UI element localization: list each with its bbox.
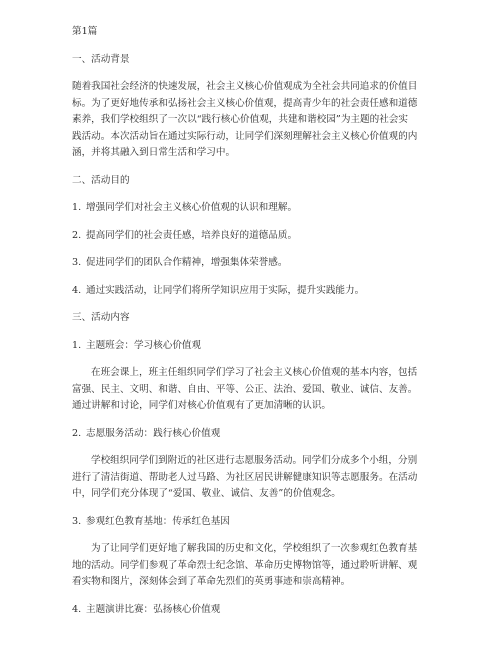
item-number: 4.	[72, 284, 82, 296]
paragraph-line: 地的活动。同学们参观了革命烈士纪念馆、革命历史博物馆等，通过聆听讲解、观	[72, 559, 418, 571]
subsection-title	[72, 338, 430, 355]
paragraph-line: 进行了清洁街道、帮助老人过马路、为社区居民讲解健康知识等志愿服务。在活动	[72, 471, 418, 483]
subsection-title-text: 参观红色教育基地：传承红色基因	[86, 515, 230, 527]
section-heading-purpose: 二、活动目的	[72, 174, 130, 186]
subsection-title-text: 主题班会：学习核心价值观	[86, 339, 202, 351]
item-text: 增强同学们对社会主义核心价值观的认识和理解。	[86, 202, 298, 213]
item-text: 提高同学们的社会责任感，培养良好的道德品质。	[86, 229, 298, 241]
paragraph-line: 随着我国社会经济的快速发展，社会主义核心价值观成为全社会共同追求的价值目	[72, 81, 418, 92]
section-heading-background: 一、活动背景	[72, 53, 130, 65]
purpose-item	[72, 255, 430, 272]
subsection-number: 2.	[72, 427, 82, 439]
purpose-item	[72, 283, 430, 300]
paragraph-line: 标。为了更好地传承和弘扬社会主义核心价值观，提高青少年的社会责任感和道德	[72, 97, 418, 109]
purpose-item	[72, 200, 430, 217]
paragraph-line: 践活动。本次活动旨在通过实际行动，让同学们深刻理解社会主义核心价值观的内	[72, 130, 418, 142]
subsection-paragraph	[72, 541, 430, 591]
item-number: 2.	[72, 229, 82, 241]
subsection-number: 1.	[72, 339, 82, 351]
paragraph-line: 为了让同学们更好地了解我国的历史和文化，学校组织了一次参观红色教育基	[91, 543, 418, 554]
subsection-number: 4.	[72, 603, 82, 615]
item-text: 促进同学们的团队合作精神，增强集体荣誉感。	[86, 257, 288, 268]
paragraph-line: 涵，并将其融入到日常生活和学习中。	[72, 147, 236, 158]
item-number: 3.	[72, 257, 82, 268]
paragraph-line: 富强、民主、文明、和谐、自由、平等、公正、法治、爱国、敬业、诚信、友善。	[72, 383, 418, 395]
subsection-title-text: 志愿服务活动：践行核心价值观	[86, 427, 221, 439]
subsection-title	[72, 514, 430, 531]
subsection-number: 3.	[72, 515, 82, 527]
purpose-item	[72, 228, 430, 245]
background-paragraph	[72, 79, 430, 162]
subsection-paragraph	[72, 365, 430, 415]
paragraph-line: 在班会课上，班主任组织同学们学习了社会主义核心价值观的基本内容，包括	[91, 367, 418, 378]
subsection-paragraph	[72, 453, 430, 503]
paragraph-line: 中，同学们充分体现了“爱国、敬业、诚信、友善”的价值观念。	[72, 488, 341, 499]
subsection-title	[72, 426, 430, 443]
paragraph-line: 通过讲解和讨论，同学们对核心价值观有了更加清晰的认识。	[72, 400, 332, 411]
paragraph-line: 素养，我们学校组织了一次以“践行核心价值观，共建和谐校园”为主题的社会实	[72, 114, 408, 125]
item-text: 通过实践活动，让同学们将所学知识应用于实际，提升实践能力。	[86, 284, 365, 296]
item-number: 1.	[72, 202, 82, 213]
section-heading-content: 三、活动内容	[72, 312, 130, 323]
paragraph-line: 看实物和图片，深刻体会到了革命先烈们的英勇事迹和崇高精神。	[72, 576, 351, 587]
page-label: 第1篇	[72, 26, 98, 37]
subsection-title-text: 主题演讲比赛：弘扬核心价值观	[86, 603, 221, 615]
subsection-title	[72, 602, 430, 619]
paragraph-line: 学校组织同学们到附近的社区进行志愿服务活动。同学们分成多个小组，分别	[91, 455, 418, 466]
